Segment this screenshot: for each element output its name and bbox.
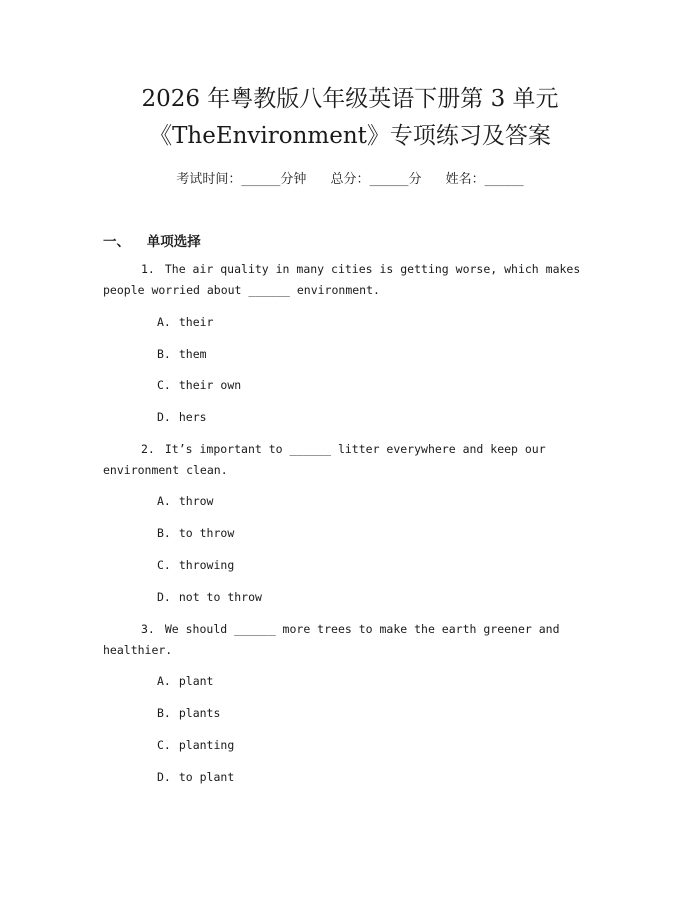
question-3-option-d [157, 768, 234, 786]
question-3-option-c [157, 736, 234, 754]
option-letter: C. [157, 558, 171, 572]
question-2-number: 2. [141, 442, 155, 456]
exam-info-row [0, 168, 700, 187]
question-2-line-1 [103, 439, 573, 460]
option-text: them [178, 347, 207, 361]
option-letter: B. [157, 526, 171, 540]
option-text: throwing [178, 558, 235, 572]
option-text: their [178, 315, 214, 329]
question-3-line-1 [103, 619, 573, 640]
option-text: to throw [178, 526, 235, 540]
section-heading [103, 230, 201, 250]
question-1-line-2: people worried about ______ environment. [103, 283, 380, 297]
question-3-number: 3. [141, 622, 155, 636]
option-text: hers [178, 410, 207, 424]
question-2-option-d [157, 588, 262, 606]
question-1-option-d [157, 408, 207, 426]
section-title: 单项选择 [146, 234, 201, 250]
question-2-option-b [157, 524, 234, 542]
option-text: to plant [178, 770, 235, 784]
option-text: throw [178, 494, 214, 508]
option-letter: A. [157, 315, 171, 329]
question-1-number: 1. [141, 262, 155, 276]
question-1-option-b [157, 345, 207, 363]
question-2-text: It’s important to ______ litter everywhere and keep our [164, 442, 546, 456]
question-3-text: We should ______ more trees to make the earth greener and [164, 622, 560, 636]
option-text: their own [178, 378, 242, 392]
question-1-line-1 [103, 259, 581, 280]
option-text: planting [178, 738, 235, 752]
exam-time-field: 考试时间：______分钟 [176, 172, 307, 187]
option-letter: A. [157, 494, 171, 508]
question-1-option-c [157, 376, 241, 394]
option-letter: B. [157, 347, 171, 361]
section-number: 一、 [103, 234, 130, 250]
question-1-option-a [157, 313, 213, 331]
question-2-option-c [157, 556, 234, 574]
option-text: plant [178, 674, 214, 688]
option-letter: D. [157, 410, 171, 424]
option-letter: C. [157, 378, 171, 392]
document-title-line-2: 《TheEnvironment》专项练习及答案 [149, 123, 551, 149]
question-3-option-b [157, 704, 220, 722]
question-2-line-2: environment clean. [103, 463, 228, 477]
document-title-line-1: 2026 年粤教版八年级英语下册第 3 单元 [141, 86, 559, 112]
question-3-option-a [157, 672, 213, 690]
option-text: plants [178, 706, 221, 720]
option-text: not to throw [178, 590, 262, 604]
option-letter: D. [157, 590, 171, 604]
question-3-line-2: healthier. [103, 643, 173, 657]
total-score-field: 总分：______分 [330, 172, 422, 187]
question-1-text: The air quality in many cities is getting worse, which makes [164, 262, 581, 276]
option-letter: D. [157, 770, 171, 784]
option-letter: B. [157, 706, 171, 720]
student-name-field: 姓名：______ [445, 172, 524, 187]
question-2-option-a [157, 492, 213, 510]
option-letter: C. [157, 738, 171, 752]
option-letter: A. [157, 674, 171, 688]
